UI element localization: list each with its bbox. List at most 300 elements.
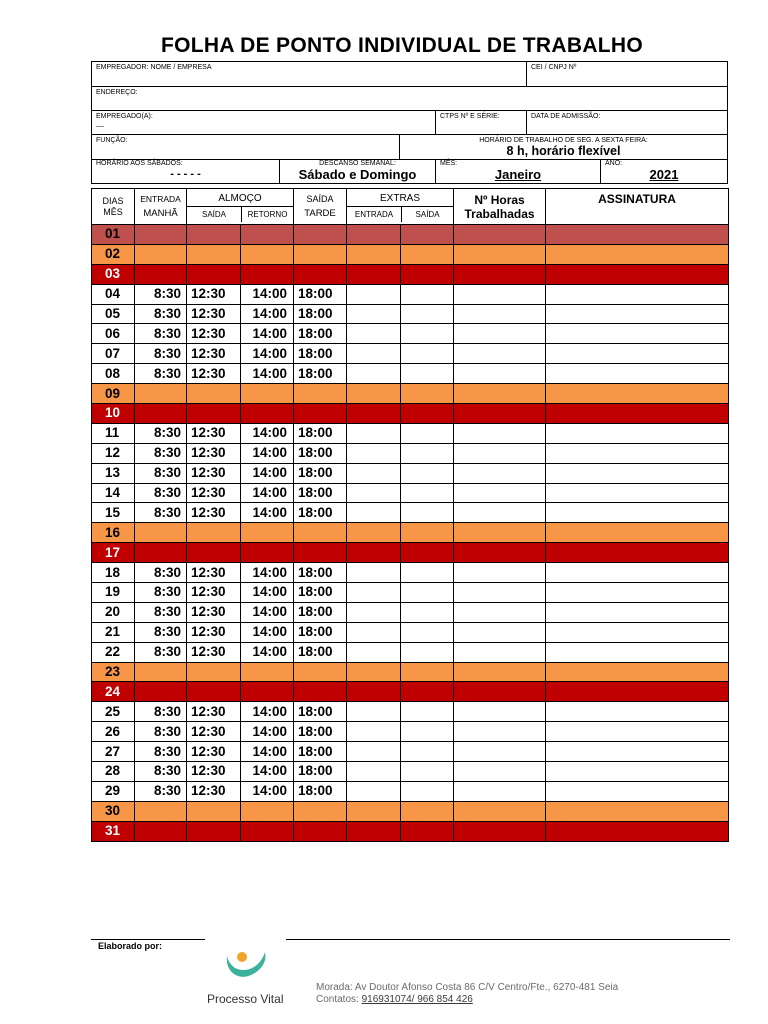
exit-afternoon-cell[interactable]: 18:00 — [294, 583, 347, 603]
lunch-out-cell[interactable]: 12:30 — [187, 702, 241, 722]
hours-worked-cell[interactable] — [454, 622, 546, 642]
day-cell[interactable]: 08 — [92, 364, 135, 384]
hours-worked-cell[interactable] — [454, 583, 546, 603]
entry-morning-cell[interactable]: 8:30 — [135, 344, 187, 364]
extras-in-cell[interactable] — [347, 583, 401, 603]
extras-in-cell[interactable] — [347, 642, 401, 662]
hours-worked-cell[interactable] — [454, 244, 546, 264]
day-cell[interactable]: 13 — [92, 463, 135, 483]
extras-out-cell[interactable] — [401, 423, 454, 443]
signature-cell[interactable] — [546, 225, 729, 245]
header-row-function — [91, 135, 728, 160]
exit-afternoon-cell[interactable]: 18:00 — [294, 364, 347, 384]
extras-out-cell[interactable] — [401, 503, 454, 523]
lunch-out-cell[interactable]: 12:30 — [187, 642, 241, 662]
lunch-return-cell[interactable] — [241, 662, 294, 682]
extras-out-cell[interactable] — [401, 384, 454, 404]
exit-afternoon-cell[interactable] — [294, 662, 347, 682]
exit-afternoon-cell[interactable]: 18:00 — [294, 722, 347, 742]
day-cell[interactable]: 30 — [92, 801, 135, 821]
exit-afternoon-cell[interactable] — [294, 543, 347, 563]
exit-afternoon-cell[interactable] — [294, 384, 347, 404]
extras-in-cell[interactable] — [347, 523, 401, 543]
day-cell[interactable]: 22 — [92, 642, 135, 662]
extras-out-cell[interactable] — [401, 662, 454, 682]
exit-afternoon-cell[interactable]: 18:00 — [294, 762, 347, 782]
extras-in-cell[interactable] — [347, 225, 401, 245]
signature-cell[interactable] — [546, 801, 729, 821]
day-cell[interactable]: 04 — [92, 284, 135, 304]
signature-cell[interactable] — [546, 543, 729, 563]
entry-morning-cell[interactable]: 8:30 — [135, 284, 187, 304]
entry-morning-cell[interactable]: 8:30 — [135, 503, 187, 523]
lunch-out-cell[interactable] — [187, 543, 241, 563]
signature-cell[interactable] — [546, 662, 729, 682]
lunch-return-cell[interactable]: 14:00 — [241, 483, 294, 503]
entry-morning-cell[interactable]: 8:30 — [135, 563, 187, 583]
day-cell[interactable]: 29 — [92, 781, 135, 801]
exit-afternoon-cell[interactable]: 18:00 — [294, 304, 347, 324]
signature-cell[interactable] — [546, 563, 729, 583]
exit-afternoon-cell[interactable]: 18:00 — [294, 503, 347, 523]
exit-afternoon-cell[interactable] — [294, 264, 347, 284]
hours-worked-cell[interactable] — [454, 662, 546, 682]
extras-out-cell[interactable] — [401, 225, 454, 245]
lunch-out-cell[interactable]: 12:30 — [187, 781, 241, 801]
month-field[interactable] — [435, 160, 600, 183]
lunch-out-cell[interactable] — [187, 384, 241, 404]
hours-worked-cell[interactable] — [454, 503, 546, 523]
extras-in-cell[interactable] — [347, 503, 401, 523]
entry-morning-cell[interactable]: 8:30 — [135, 483, 187, 503]
lunch-return-cell[interactable] — [241, 244, 294, 264]
exit-afternoon-cell[interactable]: 18:00 — [294, 742, 347, 762]
signature-cell[interactable] — [546, 781, 729, 801]
extras-in-cell[interactable] — [347, 801, 401, 821]
extras-out-cell[interactable] — [401, 344, 454, 364]
contacts-phones[interactable]: 916931074/ 966 854 426 — [361, 994, 473, 1005]
extras-out-cell[interactable] — [401, 722, 454, 742]
signature-cell[interactable] — [546, 583, 729, 603]
hours-worked-cell[interactable] — [454, 324, 546, 344]
signature-cell[interactable] — [546, 503, 729, 523]
entry-morning-cell[interactable] — [135, 225, 187, 245]
extras-in-cell[interactable] — [347, 443, 401, 463]
extras-out-cell[interactable] — [401, 483, 454, 503]
extras-out-cell[interactable] — [401, 821, 454, 841]
lunch-out-cell[interactable]: 12:30 — [187, 762, 241, 782]
hours-worked-cell[interactable] — [454, 423, 546, 443]
employer-label: EMPREGADOR: NOME / EMPRESA — [96, 64, 212, 71]
col-lunch-out: SAÍDA — [187, 207, 242, 222]
entry-morning-cell[interactable] — [135, 821, 187, 841]
signature-cell[interactable] — [546, 702, 729, 722]
extras-out-cell[interactable] — [401, 642, 454, 662]
day-cell[interactable]: 31 — [92, 821, 135, 841]
hours-worked-cell[interactable] — [454, 722, 546, 742]
day-cell[interactable]: 05 — [92, 304, 135, 324]
exit-afternoon-cell[interactable] — [294, 225, 347, 245]
hours-worked-cell[interactable] — [454, 801, 546, 821]
extras-in-cell[interactable] — [347, 762, 401, 782]
extras-out-cell[interactable] — [401, 304, 454, 324]
hours-worked-cell[interactable] — [454, 364, 546, 384]
hours-worked-cell[interactable] — [454, 602, 546, 622]
entry-morning-cell[interactable] — [135, 801, 187, 821]
hours-worked-cell[interactable] — [454, 344, 546, 364]
signature-cell[interactable] — [546, 284, 729, 304]
extras-out-cell[interactable] — [401, 364, 454, 384]
entry-morning-cell[interactable]: 8:30 — [135, 364, 187, 384]
hours-worked-cell[interactable] — [454, 682, 546, 702]
lunch-out-cell[interactable] — [187, 682, 241, 702]
extras-out-cell[interactable] — [401, 264, 454, 284]
entry-morning-cell[interactable]: 8:30 — [135, 742, 187, 762]
exit-afternoon-cell[interactable] — [294, 404, 347, 424]
lunch-return-cell[interactable] — [241, 523, 294, 543]
extras-in-cell[interactable] — [347, 662, 401, 682]
signature-cell[interactable] — [546, 742, 729, 762]
day-cell[interactable]: 03 — [92, 264, 135, 284]
day-cell[interactable]: 25 — [92, 702, 135, 722]
lunch-return-cell[interactable] — [241, 384, 294, 404]
extras-out-cell[interactable] — [401, 742, 454, 762]
hours-worked-cell[interactable] — [454, 284, 546, 304]
extras-out-cell[interactable] — [401, 244, 454, 264]
lunch-out-cell[interactable]: 12:30 — [187, 344, 241, 364]
entry-morning-cell[interactable] — [135, 264, 187, 284]
exit-afternoon-cell[interactable]: 18:00 — [294, 602, 347, 622]
lunch-out-cell[interactable]: 12:30 — [187, 622, 241, 642]
lunch-out-cell[interactable] — [187, 821, 241, 841]
address-field[interactable] — [92, 87, 727, 110]
extras-in-cell[interactable] — [347, 324, 401, 344]
lunch-return-cell[interactable] — [241, 801, 294, 821]
signature-cell[interactable] — [546, 762, 729, 782]
hours-worked-cell[interactable] — [454, 762, 546, 782]
lunch-out-cell[interactable] — [187, 801, 241, 821]
exit-afternoon-cell[interactable]: 18:00 — [294, 563, 347, 583]
exit-afternoon-cell[interactable]: 18:00 — [294, 284, 347, 304]
employee-field[interactable] — [92, 111, 435, 134]
lunch-out-cell[interactable]: 12:30 — [187, 722, 241, 742]
lunch-out-cell[interactable]: 12:30 — [187, 284, 241, 304]
exit-afternoon-cell[interactable] — [294, 682, 347, 702]
exit-afternoon-cell[interactable]: 18:00 — [294, 423, 347, 443]
exit-afternoon-cell[interactable]: 18:00 — [294, 443, 347, 463]
signature-cell[interactable] — [546, 304, 729, 324]
exit-afternoon-cell[interactable]: 18:00 — [294, 463, 347, 483]
extras-out-cell[interactable] — [401, 443, 454, 463]
hours-worked-cell[interactable] — [454, 483, 546, 503]
extras-in-cell[interactable] — [347, 622, 401, 642]
lunch-return-cell[interactable]: 14:00 — [241, 702, 294, 722]
hours-worked-cell[interactable] — [454, 443, 546, 463]
entry-morning-cell[interactable]: 8:30 — [135, 702, 187, 722]
hours-worked-cell[interactable] — [454, 225, 546, 245]
day-cell[interactable]: 16 — [92, 523, 135, 543]
lunch-out-cell[interactable] — [187, 264, 241, 284]
day-cell[interactable]: 09 — [92, 384, 135, 404]
employer-field[interactable] — [92, 62, 526, 86]
signature-cell[interactable] — [546, 642, 729, 662]
exit-afternoon-cell[interactable]: 18:00 — [294, 483, 347, 503]
lunch-out-cell[interactable] — [187, 404, 241, 424]
year-field[interactable] — [600, 160, 727, 183]
contacts-line: Contatos: 916931074/ 966 854 426 — [316, 994, 473, 1005]
lunch-return-cell[interactable]: 14:00 — [241, 463, 294, 483]
day-cell[interactable]: 24 — [92, 682, 135, 702]
day-cell[interactable]: 21 — [92, 622, 135, 642]
signature-cell[interactable] — [546, 264, 729, 284]
admission-date-field[interactable] — [526, 111, 727, 134]
day-cell[interactable]: 01 — [92, 225, 135, 245]
lunch-out-cell[interactable]: 12:30 — [187, 463, 241, 483]
function-field[interactable] — [92, 135, 399, 159]
hours-worked-cell[interactable] — [454, 304, 546, 324]
entry-morning-cell[interactable]: 8:30 — [135, 443, 187, 463]
exit-afternoon-cell[interactable]: 18:00 — [294, 781, 347, 801]
signature-cell[interactable] — [546, 404, 729, 424]
address-label: ENDEREÇO: — [96, 89, 138, 96]
entry-morning-cell[interactable]: 8:30 — [135, 304, 187, 324]
signature-cell[interactable] — [546, 443, 729, 463]
extras-out-cell[interactable] — [401, 762, 454, 782]
hours-worked-cell[interactable] — [454, 742, 546, 762]
signature-cell[interactable] — [546, 344, 729, 364]
extras-out-cell[interactable] — [401, 404, 454, 424]
day-cell[interactable]: 28 — [92, 762, 135, 782]
extras-out-cell[interactable] — [401, 543, 454, 563]
extras-in-cell[interactable] — [347, 364, 401, 384]
entry-morning-cell[interactable]: 8:30 — [135, 781, 187, 801]
lunch-return-cell[interactable]: 14:00 — [241, 642, 294, 662]
lunch-return-cell[interactable]: 14:00 — [241, 503, 294, 523]
lunch-return-cell[interactable] — [241, 682, 294, 702]
lunch-return-cell[interactable]: 14:00 — [241, 423, 294, 443]
lunch-out-cell[interactable]: 12:30 — [187, 423, 241, 443]
extras-in-cell[interactable] — [347, 563, 401, 583]
entry-morning-cell[interactable]: 8:30 — [135, 423, 187, 443]
hours-worked-cell[interactable] — [454, 523, 546, 543]
extras-in-cell[interactable] — [347, 244, 401, 264]
extras-in-cell[interactable] — [347, 423, 401, 443]
entry-morning-cell[interactable]: 8:30 — [135, 583, 187, 603]
extras-out-cell[interactable] — [401, 602, 454, 622]
day-cell[interactable]: 07 — [92, 344, 135, 364]
lunch-out-cell[interactable]: 12:30 — [187, 364, 241, 384]
lunch-return-cell[interactable]: 14:00 — [241, 583, 294, 603]
lunch-out-cell[interactable]: 12:30 — [187, 443, 241, 463]
lunch-return-cell[interactable] — [241, 225, 294, 245]
entry-morning-cell[interactable] — [135, 543, 187, 563]
extras-in-cell[interactable] — [347, 463, 401, 483]
lunch-return-cell[interactable] — [241, 821, 294, 841]
weekday-schedule-field[interactable] — [399, 135, 727, 159]
hours-worked-cell[interactable] — [454, 404, 546, 424]
extras-out-cell[interactable] — [401, 583, 454, 603]
hours-worked-cell[interactable] — [454, 781, 546, 801]
day-cell[interactable]: 11 — [92, 423, 135, 443]
day-cell[interactable]: 18 — [92, 563, 135, 583]
signature-cell[interactable] — [546, 324, 729, 344]
extras-in-cell[interactable] — [347, 384, 401, 404]
entry-morning-cell[interactable]: 8:30 — [135, 622, 187, 642]
exit-afternoon-cell[interactable]: 18:00 — [294, 702, 347, 722]
day-cell[interactable]: 06 — [92, 324, 135, 344]
lunch-out-cell[interactable]: 12:30 — [187, 324, 241, 344]
extras-out-cell[interactable] — [401, 682, 454, 702]
hours-worked-cell[interactable] — [454, 543, 546, 563]
lunch-return-cell[interactable]: 14:00 — [241, 762, 294, 782]
extras-out-cell[interactable] — [401, 463, 454, 483]
day-cell[interactable]: 12 — [92, 443, 135, 463]
lunch-out-cell[interactable] — [187, 244, 241, 264]
lunch-return-cell[interactable]: 14:00 — [241, 443, 294, 463]
extras-out-cell[interactable] — [401, 284, 454, 304]
entry-morning-cell[interactable]: 8:30 — [135, 642, 187, 662]
hours-worked-cell[interactable] — [454, 384, 546, 404]
day-cell[interactable]: 23 — [92, 662, 135, 682]
day-cell[interactable]: 10 — [92, 404, 135, 424]
extras-out-cell[interactable] — [401, 781, 454, 801]
signature-cell[interactable] — [546, 622, 729, 642]
extras-in-cell[interactable] — [347, 304, 401, 324]
extras-in-cell[interactable] — [347, 543, 401, 563]
extras-out-cell[interactable] — [401, 622, 454, 642]
exit-afternoon-cell[interactable] — [294, 244, 347, 264]
extras-in-cell[interactable] — [347, 781, 401, 801]
lunch-return-cell[interactable]: 14:00 — [241, 344, 294, 364]
day-cell[interactable]: 19 — [92, 583, 135, 603]
day-cell[interactable]: 27 — [92, 742, 135, 762]
extras-out-cell[interactable] — [401, 523, 454, 543]
entry-morning-cell[interactable]: 8:30 — [135, 463, 187, 483]
extras-in-cell[interactable] — [347, 344, 401, 364]
hours-worked-cell[interactable] — [454, 642, 546, 662]
signature-cell[interactable] — [546, 483, 729, 503]
extras-in-cell[interactable] — [347, 742, 401, 762]
cnpj-field[interactable] — [526, 62, 727, 86]
lunch-return-cell[interactable]: 14:00 — [241, 563, 294, 583]
entry-morning-cell[interactable] — [135, 404, 187, 424]
lunch-return-cell[interactable]: 14:00 — [241, 364, 294, 384]
table-row — [92, 682, 729, 702]
lunch-out-cell[interactable]: 12:30 — [187, 602, 241, 622]
lunch-return-cell[interactable]: 14:00 — [241, 304, 294, 324]
entry-morning-cell[interactable]: 8:30 — [135, 324, 187, 344]
entry-morning-cell[interactable] — [135, 523, 187, 543]
footer-line-left — [91, 939, 205, 940]
extras-out-cell[interactable] — [401, 324, 454, 344]
hours-worked-cell[interactable] — [454, 463, 546, 483]
lunch-return-cell[interactable]: 14:00 — [241, 324, 294, 344]
extras-in-cell[interactable] — [347, 404, 401, 424]
lunch-out-cell[interactable] — [187, 662, 241, 682]
entry-morning-cell[interactable]: 8:30 — [135, 602, 187, 622]
hours-worked-cell[interactable] — [454, 563, 546, 583]
day-cell[interactable]: 26 — [92, 722, 135, 742]
lunch-out-cell[interactable] — [187, 523, 241, 543]
hours-worked-cell[interactable] — [454, 702, 546, 722]
signature-cell[interactable] — [546, 523, 729, 543]
month-label: MÊS: — [440, 160, 458, 167]
exit-afternoon-cell[interactable]: 18:00 — [294, 622, 347, 642]
signature-cell[interactable] — [546, 821, 729, 841]
extras-in-cell[interactable] — [347, 284, 401, 304]
extras-in-cell[interactable] — [347, 682, 401, 702]
extras-in-cell[interactable] — [347, 602, 401, 622]
extras-out-cell[interactable] — [401, 702, 454, 722]
exit-afternoon-cell[interactable] — [294, 821, 347, 841]
entry-morning-cell[interactable] — [135, 662, 187, 682]
lunch-return-cell[interactable] — [241, 543, 294, 563]
exit-afternoon-cell[interactable]: 18:00 — [294, 324, 347, 344]
lunch-return-cell[interactable]: 14:00 — [241, 722, 294, 742]
entry-morning-cell[interactable]: 8:30 — [135, 762, 187, 782]
signature-cell[interactable] — [546, 244, 729, 264]
lunch-out-cell[interactable]: 12:30 — [187, 503, 241, 523]
signature-cell[interactable] — [546, 364, 729, 384]
lunch-out-cell[interactable]: 12:30 — [187, 563, 241, 583]
extras-in-cell[interactable] — [347, 483, 401, 503]
lunch-return-cell[interactable]: 14:00 — [241, 602, 294, 622]
day-cell[interactable]: 17 — [92, 543, 135, 563]
lunch-out-cell[interactable]: 12:30 — [187, 583, 241, 603]
day-cell[interactable]: 15 — [92, 503, 135, 523]
day-cell[interactable]: 20 — [92, 602, 135, 622]
entry-morning-cell[interactable] — [135, 384, 187, 404]
lunch-return-cell[interactable] — [241, 264, 294, 284]
exit-afternoon-cell[interactable]: 18:00 — [294, 642, 347, 662]
lunch-out-cell[interactable]: 12:30 — [187, 304, 241, 324]
lunch-return-cell[interactable]: 14:00 — [241, 622, 294, 642]
entry-morning-cell[interactable] — [135, 682, 187, 702]
signature-cell[interactable] — [546, 463, 729, 483]
signature-cell[interactable] — [546, 423, 729, 443]
saturday-hours-field[interactable] — [92, 160, 279, 183]
extras-out-cell[interactable] — [401, 563, 454, 583]
signature-cell[interactable] — [546, 384, 729, 404]
ctps-field[interactable] — [435, 111, 526, 134]
lunch-return-cell[interactable]: 14:00 — [241, 284, 294, 304]
entry-morning-cell[interactable]: 8:30 — [135, 722, 187, 742]
weekly-rest-field[interactable] — [279, 160, 435, 183]
exit-afternoon-cell[interactable] — [294, 801, 347, 821]
entry-morning-cell[interactable] — [135, 244, 187, 264]
lunch-out-cell[interactable]: 12:30 — [187, 742, 241, 762]
hours-worked-cell[interactable] — [454, 264, 546, 284]
extras-in-cell[interactable] — [347, 264, 401, 284]
signature-cell[interactable] — [546, 682, 729, 702]
exit-afternoon-cell[interactable] — [294, 523, 347, 543]
signature-cell[interactable] — [546, 602, 729, 622]
hours-worked-cell[interactable] — [454, 821, 546, 841]
extras-in-cell[interactable] — [347, 722, 401, 742]
day-cell[interactable]: 14 — [92, 483, 135, 503]
lunch-return-cell[interactable]: 14:00 — [241, 781, 294, 801]
extras-out-cell[interactable] — [401, 801, 454, 821]
lunch-return-cell[interactable] — [241, 404, 294, 424]
exit-afternoon-cell[interactable]: 18:00 — [294, 344, 347, 364]
signature-cell[interactable] — [546, 722, 729, 742]
lunch-out-cell[interactable] — [187, 225, 241, 245]
lunch-out-cell[interactable]: 12:30 — [187, 483, 241, 503]
lunch-return-cell[interactable]: 14:00 — [241, 742, 294, 762]
extras-in-cell[interactable] — [347, 702, 401, 722]
extras-in-cell[interactable] — [347, 821, 401, 841]
day-cell[interactable]: 02 — [92, 244, 135, 264]
